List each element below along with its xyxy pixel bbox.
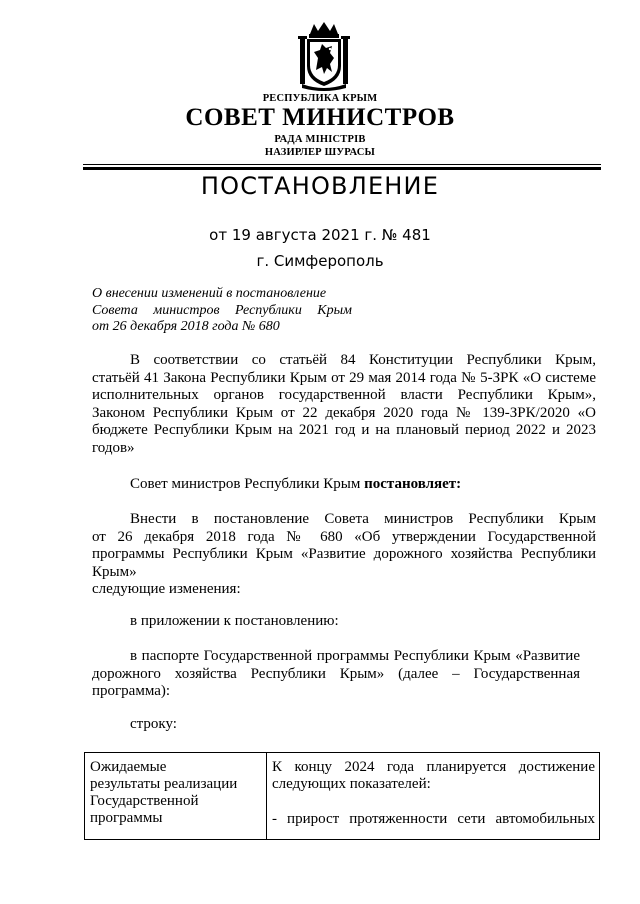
cell-line: результаты реализации <box>90 776 238 792</box>
cell-line: Ожидаемые <box>90 759 167 775</box>
text-line: следующие изменения: <box>92 581 241 597</box>
document-subject <box>92 286 372 336</box>
table-cell-value <box>267 753 600 840</box>
text-line: Внести в постановление Совета министров Республики Крым <box>130 511 596 527</box>
cell-line: К концу 2024 года планируется достижение <box>272 759 595 775</box>
text-line: в паспорте Государственной программы Республики Крым «Развитие <box>130 648 580 664</box>
header-rule-thick <box>83 167 601 170</box>
text-line: бюджете Республики Крым на 2021 год и на плановый период 2022 и 2023 <box>92 422 596 438</box>
document-date-number: от 19 августа 2021 г. № 481 <box>209 226 431 244</box>
resolves-keyword: постановляет: <box>364 476 462 492</box>
document-city: г. Симферополь <box>256 252 384 270</box>
header-rule-thin <box>83 164 601 165</box>
paragraph-passport <box>92 648 596 701</box>
republic-name: РЕСПУБЛИКА КРЫМ <box>262 93 378 104</box>
text-line: программа): <box>92 683 171 699</box>
paragraph-legal-basis <box>92 352 596 457</box>
subject-line: О внесении изменений в постановление <box>92 286 327 301</box>
text-line: В соответствии со статьёй 84 Конституции Республики Крым, <box>130 352 596 368</box>
cell-line: - прирост протяженности сети автомобильных <box>272 811 595 827</box>
text-line: от 26 декабря 2018 года № 680 «Об утверждении Государственной <box>92 528 596 545</box>
paragraph-resolves <box>92 476 596 494</box>
table-cell-label <box>85 753 267 840</box>
text-line: в приложении к постановлению: <box>130 613 339 629</box>
subject-line: Совета министров Республики Крым <box>92 302 352 318</box>
cell-line: программы <box>90 810 163 826</box>
council-name-crh: НАЗИРЛЕР ШУРАСЫ <box>264 147 376 158</box>
expected-results-table <box>84 752 600 840</box>
text-line: Законом Республики Крым от 22 декабря 2020 года № 139-ЗРК/2020 «О <box>92 404 596 421</box>
paragraph-amend <box>92 511 596 599</box>
document-type: ПОСТАНОВЛЕНИЕ <box>200 172 440 200</box>
text-line: программы Республики Крым «Развитие дорожного хозяйства Республики <box>92 546 596 562</box>
council-name-uk: РАДА МІНІСТРІВ <box>274 134 366 145</box>
paragraph-row <box>92 716 596 734</box>
table-row <box>85 753 600 840</box>
text-line: статьёй 41 Закона Республики Крым от 29 мая 2014 года № 5-ЗРК «О системе <box>92 369 596 386</box>
cell-line: следующих показателей: <box>272 776 431 792</box>
council-title: СОВЕТ МИНИСТРОВ <box>185 104 455 131</box>
text-line: строку: <box>130 716 177 732</box>
coat-of-arms-icon <box>296 20 352 92</box>
text-line: годов» <box>92 439 135 456</box>
subject-line: от 26 декабря 2018 года № 680 <box>92 319 280 334</box>
text-line: дорожного хозяйства Республики Крым» (далее – Государственная <box>92 665 580 682</box>
cell-line: Государственной <box>90 793 199 809</box>
text-line: Крым» <box>92 563 137 580</box>
text-line: исполнительных органов государственной власти Республики Крым», <box>92 387 596 403</box>
resolves-text: Совет министров Республики Крым <box>130 476 365 492</box>
paragraph-appendix <box>92 613 596 631</box>
